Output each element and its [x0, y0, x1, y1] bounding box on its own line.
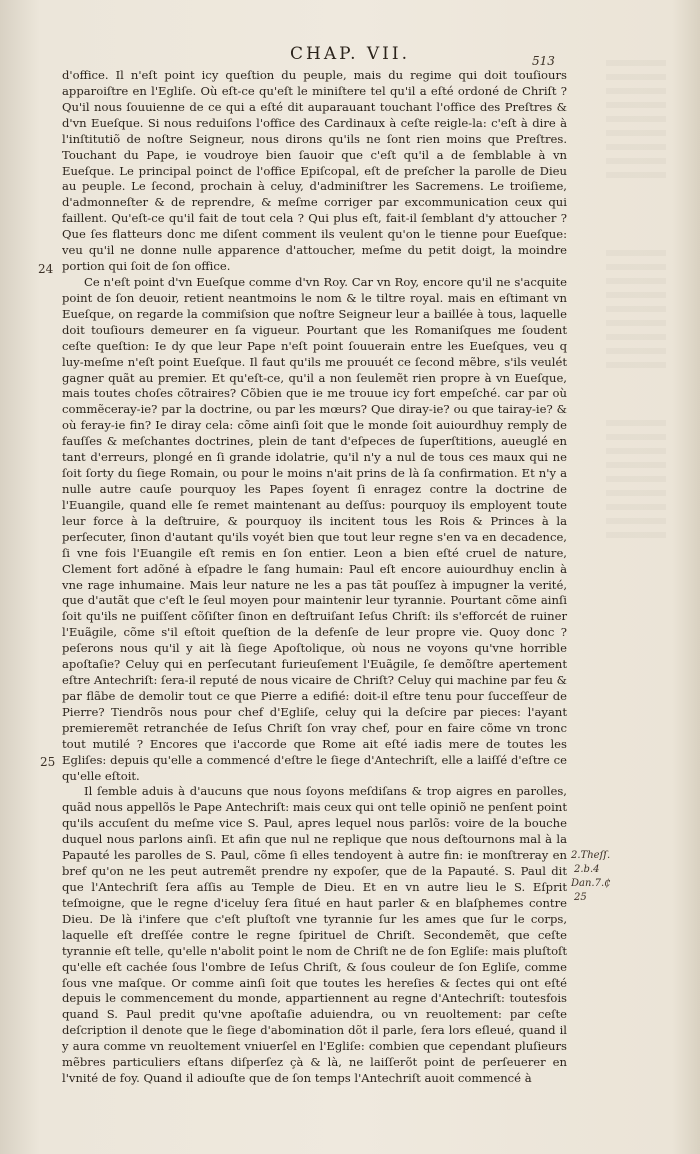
show-through-mark: [606, 60, 666, 180]
section-number-24: 24: [38, 262, 54, 276]
section-number-25: 25: [40, 755, 56, 769]
margin-ref-dan: Dan.7.₵: [571, 878, 611, 889]
margin-ref-dan-verse: 25: [574, 892, 587, 903]
paragraph-1: d'office. Il n'eſt point icy queſtion du peuple, mais du regime qui doit touſiours apparoiſtre en l'Egliſe. Où eſt-ce qu'eſt le miniſtere tel qu'il a eſté ordoné de Chriſt ? Qu'il nous ſouuienne de ce qui a eſté dit auparauant touchant l'office des Preſtres & d'vn Eueſque. Si nous reduiſons l'office des Cardinaux à ceſte reigle-la: c'eſt à dire à l'inſtitutiõ de noſtre Seigneur, nous dirons qu'ils ne ſont rien moins que Preſtres. Touchant du Pape, ie voudroye bien ſauoir que c'eſt qu'il a de ſemblable à vn Eueſque. Le principal poinct de l'office Epiſcopal, eſt de preſcher la parolle de Dieu au peuple. Le ſecond, prochain à celuy, d'adminiſtrer les Sacremens. Le troiſieme, d'admonneſter & de reprendre, & meſme corriger par excommunication ceux qui faillent. Qu'eſt-ce qu'il fait de tout cela ? Qui plus eſt, fait-il ſemblant d'y attoucher ? Que ſes flatteurs donc me diſent comment ils veulent qu'on le tienne pour Eueſque: veu qu'il ne donne nulle apparence d'attoucher, meſme du petit doigt, la moindre portion qui ſoit de ſon office.: [62, 68, 567, 274]
paragraph-2: Ce n'eſt point d'vn Eueſque comme d'vn Roy. Car vn Roy, encore qu'il ne s'acquite point de ſon deuoir, retient neantmoins le nom & le tiltre royal. mais en eſtimant vn Eueſque, on regarde la commiſsion que noſtre Seigneur leur a baillée à tous, laquelle doit touſiours demeurer en ſa vigueur. Pourtant que les Romaniſques me ſoudent ceſte queſtion: Ie dy que leur Pape n'eſt point ſouuerain entre les Eueſques, veu q luy-meſme n'eſt point Eueſque. Il faut qu'ils me prouuét ce ſecond mẽbre, s'ils veulét gagner quãt au premier. Et qu'eſt-ce, qu'il a non ſeulemẽt rien propre à vn Eueſque, mais toutes choſes cõtraires? Cõbien que ie me trouue icy fort empeſché. car par où commẽceray-ie? par la doctrine, ou par les mœurs? Que diray-ie? ou que tairay-ie? & où feray-ie fin? Ie diray cela: cõme ainſi ſoit que le monde ſoit auiourdhuy remply de fauſſes & meſchantes doctrines, plein de tant d'eſpeces de ſuperſtitions, aueuglé en tant d'erreurs, plongé en ſi grande idolatrie, qu'il n'y a nul de tous ces maux qui ne ſoit ſorty du ſiege Romain, ou pour le moins n'ait prins de là ſa confirmation. Et n'y a nulle autre cauſe pourquoy les Papes ſoyent ſi enragez contre la doctrine de l'Euangile, quand elle ſe remet maintenant au deſſus: pourquoy ils employent toute leur force à la deſtruire, & pourquoy ils incitent tous les Rois & Princes à la perſecuter, ſinon d'autant qu'ils voyét bien que tout leur regne s'en va en decadence, ſi vne fois l'Euangile eſt remis en ſon entier. Leon a bien eſté cruel de nature, Clement fort adõné à eſpadre le ſang humain: Paul eſt encore auiourdhuy enclin à vne rage inhumaine. Mais leur nature ne les a pas tãt pouſſez à impugner la verité, que d'autãt que c'eſt le ſeul moyen pour maintenir leur tyrannie. Pourtant cõme ainſi ſoit qu'ils ne puiſſent cõſiſter ſinon en deſtruiſant Ieſus Chriſt: ils s'efforcét de ruiner l'Euãgile, cõme s'il eſtoit queſtion de la defenſe de leur propre vie. Quoy donc ? peſerons nous qu'il y ait là ſiege Apoſtolique, où nous ne voyons qu'vne horrible apoſtaſie? Celuy qui en perſecutant furieuſement l'Euãgile, ſe demõſtre apertement eſtre Antechriſt: ſera-il reputé de nous vicaire de Chriſt? Celuy qui machine par feu & par flãbe de demolir tout ce que Pierre a edifié: doit-il eſtre tenu pour ſucceſſeur de Pierre? Tiendrõs nous pour chef d'Egliſe, celuy qui la deſcire par pieces: l'ayant premieremẽt retranchée de Ieſus Chriſt ſon vray chef, pour en faire cõme vn tronc tout mutilé ? Encores que i'accorde que Rome ait eſté iadis mere de toutes les Egliſes: depuis qu'elle a commencé d'eſtre le ſiege d'Antechriſt, elle a laiſſé d'eſtre ce qu'elle eſtoit.: [62, 274, 567, 783]
margin-ref-thess-chapter: 2.b.4: [574, 864, 600, 875]
show-through-mark: [606, 250, 666, 370]
margin-ref-thess: 2.Theſſ.: [571, 850, 611, 861]
body-text: [62, 68, 567, 1087]
page-number: 513: [532, 54, 555, 68]
show-through-mark: [606, 420, 666, 540]
paragraph-3: Il ſemble aduis à d'aucuns que nous ſoyons meſdiſans & trop aigres en parolles, quãd nous appellõs le Pape Antechriſt: mais ceux qui ont telle opiniõ ne penſent point qu'ils accuſent du meſme vice S. Paul, apres lequel nous parlõs: voire de la bouche duquel nous parlons ainſi. Et afin que nul ne replique que nous deſtournons mal à la Papauté les parolles de S. Paul, cõme ſi elles tendoyent à autre fin: ie monſtreray en bref qu'on ne les peut autremẽt prendre ny expoſer, que de la Papauté. S. Paul dit que l'Antechriſt ſera aſſis au Temple de Dieu. Et en vn autre lieu le S. Eſprit teſmoigne, que le regne d'iceluy ſera ſitué en haut parler & en blaſphemes contre Dieu. De là i'infere que c'eſt pluſtoſt vne tyrannie ſur les ames que ſur le corps, laquelle eſt dreſſée contre le regne ſpirituel de Chriſt. Secondemẽt, que ceſte tyrannie eſt telle, qu'elle n'abolit point le nom de Chriſt ne de ſon Egliſe: mais pluſtoſt qu'elle eſt cachée ſous l'ombre de Ieſus Chriſt, & ſous couleur de ſon Egliſe, comme ſous vne maſque. Or comme ainſi ſoit que toutes les hereſies & ſectes qui ont eſté depuis le commencement du monde, appartiennent au regne d'Antechriſt: toutesfois quand S. Paul predit qu'vne apoſtaſie aduiendra, ou vn reuoltement: par ceſte deſcription il denote que le ſiege d'abomination dõt il parle, ſera lors eſleué, quand il y aura comme vn reuoltement vniuerſel en l'Egliſe: combien que cependant pluſieurs mẽbres particuliers eſtans diſperſez çà & là, ne laiſſerõt point de perſeuerer en l'vnité de foy. Quand il adiouſte que de ſon temps l'Antechriſt auoit commencé à: [62, 784, 567, 1086]
chapter-heading: CHAP. VII.: [289, 44, 411, 64]
